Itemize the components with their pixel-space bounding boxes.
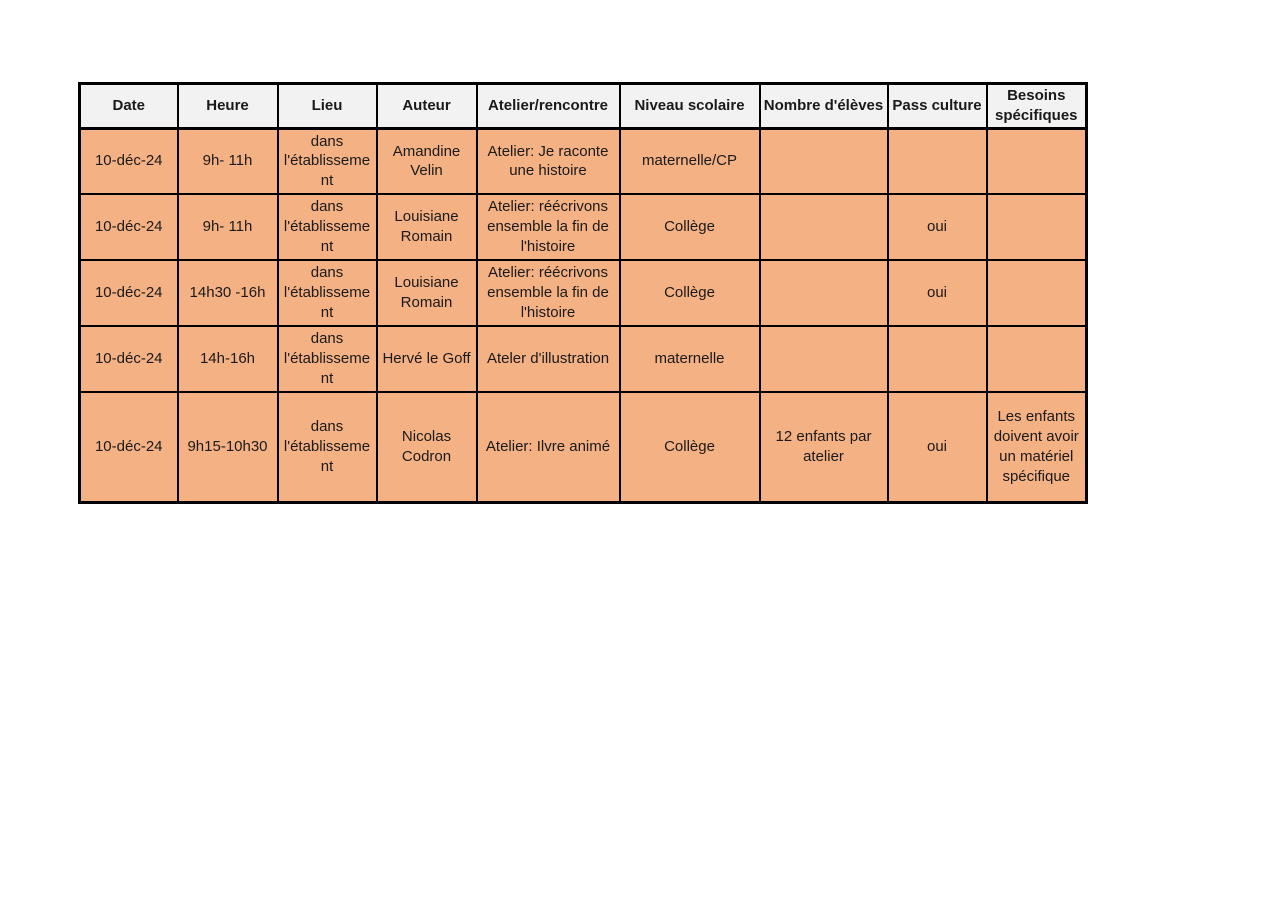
table-cell: 14h-16h [178, 326, 278, 392]
table-cell: 9h- 11h [178, 128, 278, 194]
column-header: Niveau scolaire [620, 84, 760, 129]
table-cell: 14h30 -16h [178, 260, 278, 326]
column-header: Atelier/rencontre [477, 84, 620, 129]
table-cell: Atelier: Ilvre animé [477, 392, 620, 502]
table-cell [888, 128, 987, 194]
workshop-schedule-table [78, 82, 1088, 504]
table-cell: dans l'établissement [278, 392, 377, 502]
table-cell [987, 128, 1087, 194]
table-cell: 9h15-10h30 [178, 392, 278, 502]
table-cell: Louisiane Romain [377, 194, 477, 260]
table-cell: Nicolas Codron [377, 392, 477, 502]
table-cell [888, 326, 987, 392]
table-cell: dans l'établissement [278, 194, 377, 260]
table-cell: Les enfants doivent avoir un matériel spécifique [987, 392, 1087, 502]
table-cell: Collège [620, 194, 760, 260]
column-header: Date [80, 84, 178, 129]
table-cell: Atelier: Je raconte une histoire [477, 128, 620, 194]
table-cell: Amandine Velin [377, 128, 477, 194]
table-cell: dans l'établissement [278, 326, 377, 392]
table-cell: 10-déc-24 [80, 128, 178, 194]
table-cell [760, 128, 888, 194]
table-cell: Atelier: réécrivons ensemble la fin de l'histoire [477, 194, 620, 260]
table-cell: 10-déc-24 [80, 260, 178, 326]
table-cell: Collège [620, 392, 760, 502]
table-cell: oui [888, 194, 987, 260]
table-cell: Collège [620, 260, 760, 326]
table-cell: 9h- 11h [178, 194, 278, 260]
header-row [80, 84, 1087, 129]
column-header: Nombre d'élèves [760, 84, 888, 129]
table-cell: Atelier: réécrivons ensemble la fin de l'histoire [477, 260, 620, 326]
table-row [80, 392, 1087, 502]
table-cell: oui [888, 260, 987, 326]
table-cell [987, 260, 1087, 326]
table-cell [760, 326, 888, 392]
table-cell: 12 enfants par atelier [760, 392, 888, 502]
table-body [80, 128, 1087, 502]
table-cell: 10-déc-24 [80, 392, 178, 502]
table-cell: dans l'établissement [278, 128, 377, 194]
column-header: Pass culture [888, 84, 987, 129]
table-cell [760, 260, 888, 326]
table-cell [987, 326, 1087, 392]
table-cell: dans l'établissement [278, 260, 377, 326]
column-header: Besoins spécifiques [987, 84, 1087, 129]
table-cell [760, 194, 888, 260]
table-cell: maternelle [620, 326, 760, 392]
table-cell: Hervé le Goff [377, 326, 477, 392]
column-header: Heure [178, 84, 278, 129]
document-page [78, 82, 1088, 504]
table-cell: maternelle/CP [620, 128, 760, 194]
table-cell: 10-déc-24 [80, 326, 178, 392]
table-cell: oui [888, 392, 987, 502]
table-row [80, 128, 1087, 194]
table-row [80, 326, 1087, 392]
table-cell: Louisiane Romain [377, 260, 477, 326]
table-row [80, 194, 1087, 260]
table-cell: 10-déc-24 [80, 194, 178, 260]
table-row [80, 260, 1087, 326]
column-header: Lieu [278, 84, 377, 129]
column-header: Auteur [377, 84, 477, 129]
table-cell: Ateler d'illustration [477, 326, 620, 392]
table-cell [987, 194, 1087, 260]
